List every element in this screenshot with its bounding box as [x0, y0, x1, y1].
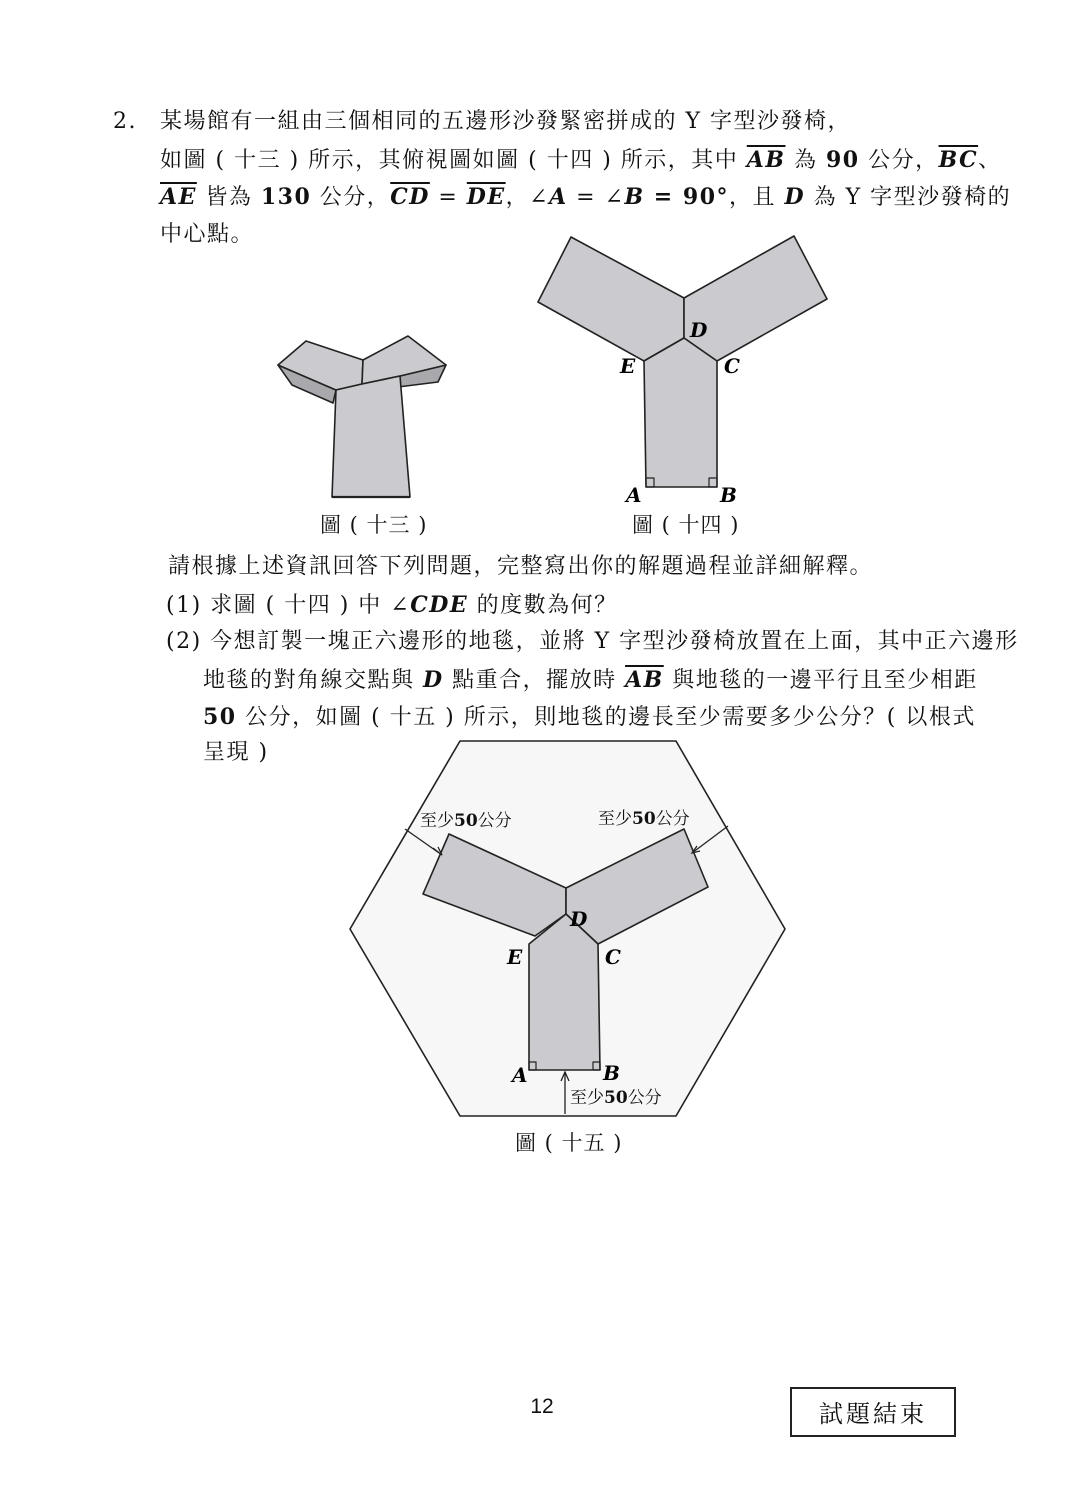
fig14-label-c: C — [724, 354, 740, 378]
end-of-exam-box: 試題結束 — [790, 1387, 956, 1437]
intro-line-1: 某場館有一組由三個相同的五邊形沙發緊密拼成的 Y 字型沙發椅， — [160, 109, 852, 134]
segment-ab: $\overline{AB}$ — [746, 147, 786, 173]
figure-15-carpet — [350, 741, 785, 1116]
segment-cd: $\overline{CD}$ — [390, 184, 430, 210]
intro-line-2: 如圖 ( 十三 ) 所示，其俯視圖如圖 ( 十四 ) 所示，其中 $\overline{AB}$ 為 90 公分，$\overline{BC}$、 — [160, 147, 1002, 173]
question-number: 2. — [113, 109, 137, 134]
fig14-right-arm — [684, 236, 827, 361]
distance-label-left: 至少50公分 — [420, 811, 512, 831]
fig14-label-d: D — [690, 318, 708, 342]
intro-line-4: 中心點。 — [160, 222, 255, 247]
figure-13-sofa — [278, 336, 446, 497]
distance-label-bottom: 至少50公分 — [570, 1088, 662, 1108]
figure-13-caption: 圖 ( 十三 ) — [320, 513, 428, 537]
instruction-text: 請根據上述資訊回答下列問題，完整寫出你的解題過程並詳細解釋。 — [168, 554, 874, 579]
figure-14-top-view — [538, 236, 827, 487]
angle-cde: CDE — [410, 592, 469, 618]
figure-14-caption: 圖 ( 十四 ) — [632, 513, 740, 537]
intro-line-3: $\overline{AE}$ 皆為 130 公分，$\overline{CD} = \overline{DE}$，∠A = ∠B = 90°，且 D 為 Y 字型沙發椅的 — [160, 184, 1012, 210]
part-2-line-1: (2) 今想訂製一塊正六邊形的地毯，並將 Y 字型沙發椅放置在上面，其中正六邊形 — [166, 629, 1019, 654]
segment-de: $\overline{DE}$ — [466, 184, 506, 210]
fig15-label-a: A — [512, 1063, 528, 1087]
fig14-left-arm — [538, 237, 684, 361]
page-number: 12 — [530, 1395, 554, 1418]
part-1: (1) 求圖 ( 十四 ) 中 ∠CDE 的度數為何？ — [166, 592, 618, 618]
part-2-line-4: 呈現 ) — [203, 740, 269, 765]
figure-15-caption: 圖 ( 十五 ) — [515, 1131, 623, 1155]
distance-label-right: 至少50公分 — [598, 809, 690, 829]
fig14-label-e: E — [620, 354, 636, 378]
part2-segment-ab: $\overline{AB}$ — [625, 667, 664, 693]
fig14-bottom-arm — [644, 338, 717, 487]
fig15-label-b: B — [603, 1061, 620, 1085]
sofa-bottom-seat — [332, 376, 410, 497]
part-2-line-2: 地毯的對角線交點與 D 點重合，擺放時 $\overline{AB}$ 與地毯的一邊平行且至少相距 — [203, 667, 978, 693]
segment-bc: $\overline{BC}$ — [938, 147, 979, 173]
fig14-label-a: A — [626, 483, 642, 507]
fig15-label-e: E — [507, 945, 523, 969]
fig14-label-b: B — [720, 483, 737, 507]
part-2-line-3: 50 公分，如圖 ( 十五 ) 所示，則地毯的邊長至少需要多少公分？( 以根式 — [203, 704, 976, 730]
fig15-label-d: D — [570, 907, 588, 931]
fig15-label-c: C — [605, 945, 621, 969]
segment-ae: $\overline{AE}$ — [160, 184, 197, 210]
fig15-bottom-arm — [529, 914, 600, 1070]
